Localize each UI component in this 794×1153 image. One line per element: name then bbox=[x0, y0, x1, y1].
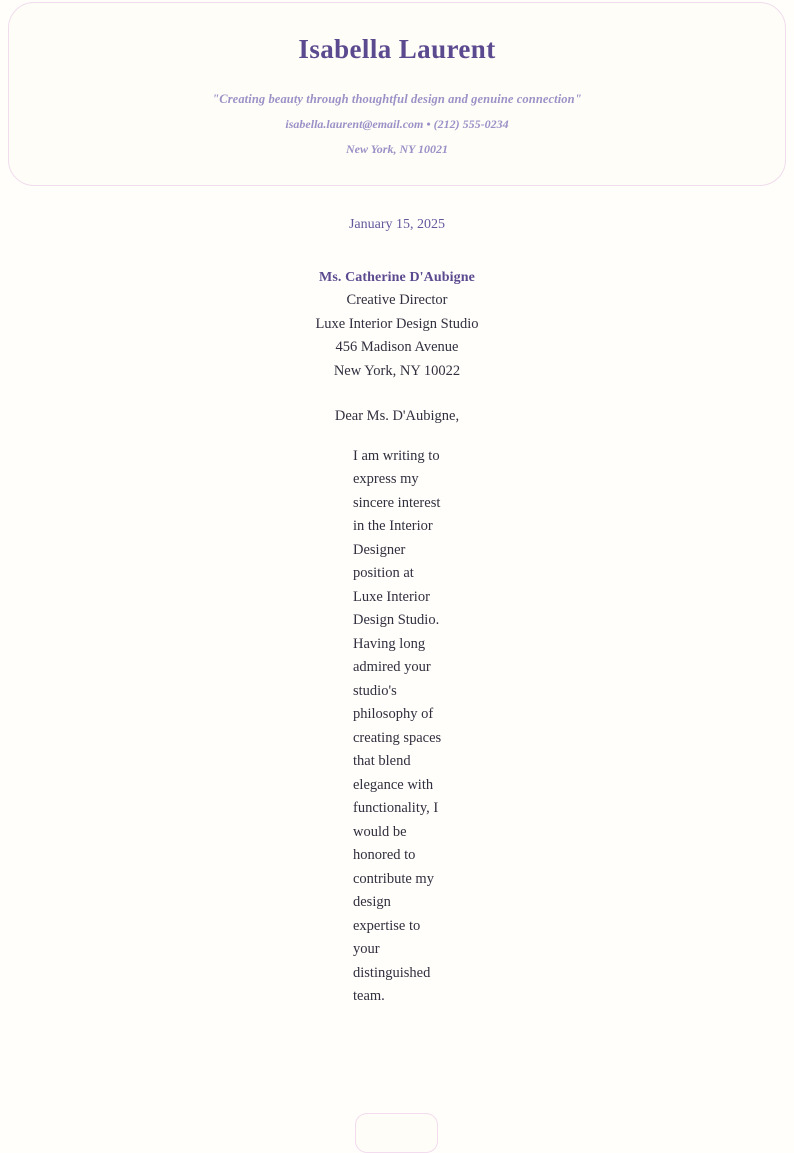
recipient-street: 456 Madison Avenue bbox=[335, 339, 459, 356]
letterhead-card bbox=[8, 2, 786, 186]
letter-paragraph-1: I am writing to express my sincere interest in the Interior Designer position at Luxe Interior Design Studio. Having long admired your studio's philosophy of creating spaces that blend elegance with functionality, I would be honored to contribute my design expertise to your distinguished team. bbox=[353, 447, 442, 1005]
sender-contact: isabella.laurent@email.com • (212) 555-0234 bbox=[285, 117, 509, 132]
sender-location: New York, NY 10021 bbox=[346, 142, 448, 157]
letter-date: January 15, 2025 bbox=[348, 217, 446, 232]
recipient-city-state-zip: New York, NY 10022 bbox=[333, 362, 461, 379]
letter-body bbox=[0, 186, 794, 1009]
letter-paragraphs bbox=[0, 429, 794, 1009]
closing-signature-card bbox=[355, 1113, 438, 1153]
recipient-title: Creative Director bbox=[346, 292, 448, 309]
sender-name: Isabella Laurent bbox=[298, 34, 496, 64]
letter-salutation: Dear Ms. D'Aubigne, bbox=[334, 408, 460, 425]
recipient-name: Ms. Catherine D'Aubigne bbox=[319, 269, 475, 285]
sender-tagline: "Creating beauty through thoughtful design and genuine connection" bbox=[212, 92, 582, 107]
recipient-block bbox=[0, 234, 794, 384]
recipient-company: Luxe Interior Design Studio bbox=[315, 315, 479, 332]
